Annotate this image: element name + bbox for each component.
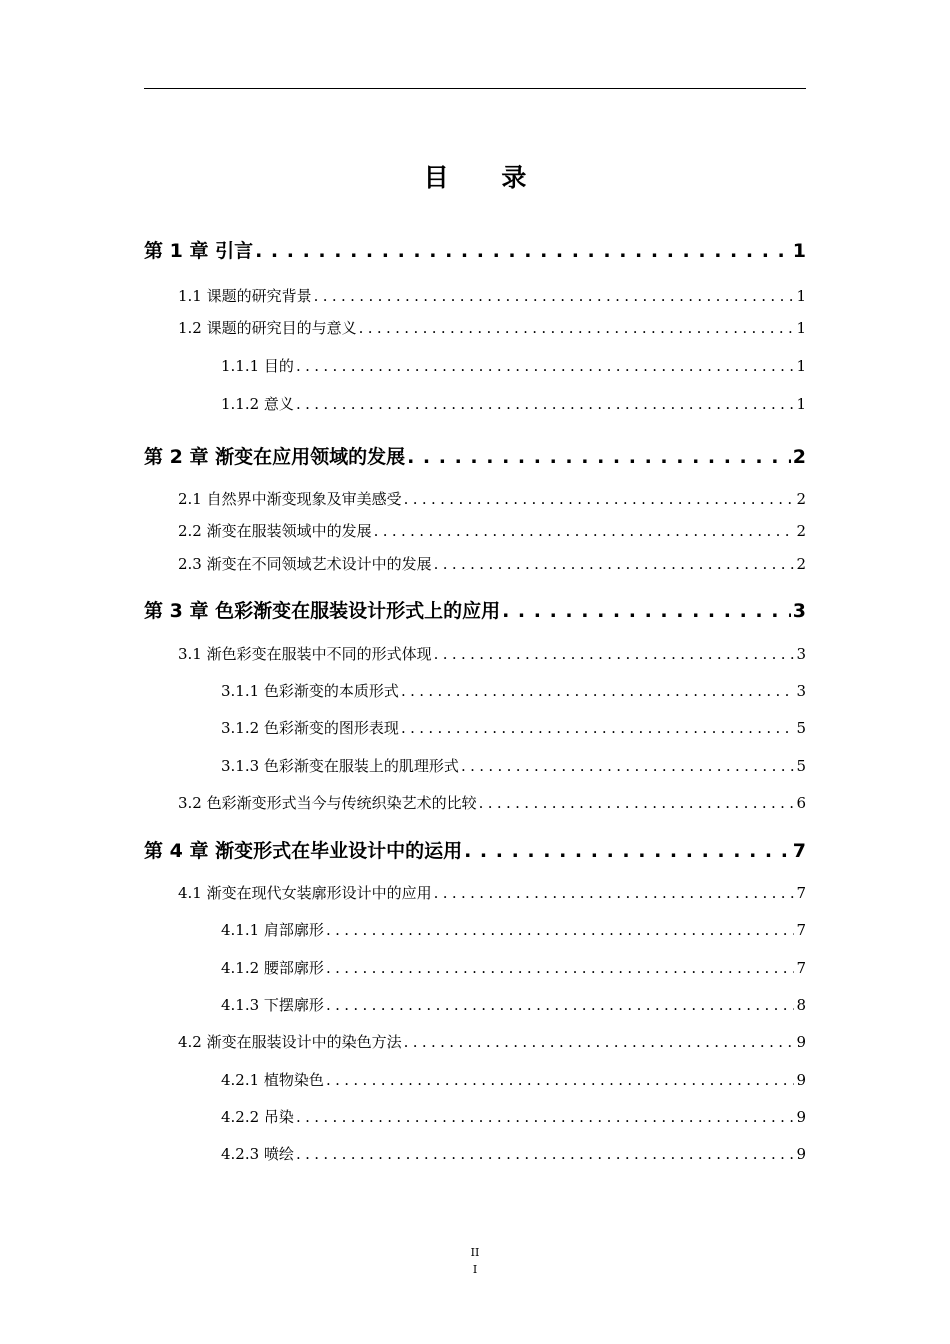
toc-entry-label: 第 3 章 色彩渐变在服装设计形式上的应用 — [144, 600, 501, 622]
toc-entry[interactable] — [144, 596, 806, 623]
toc-leader-dots — [434, 555, 795, 573]
toc-entry-page: 1 — [792, 240, 806, 262]
toc-entry-label: 3.1 渐色彩变在服装中不同的形式体现 — [178, 645, 432, 663]
toc-leader-dots — [296, 357, 795, 375]
toc-entry[interactable] — [144, 442, 806, 469]
toc-entry-page: 8 — [796, 996, 806, 1014]
toc-entry[interactable] — [144, 236, 806, 263]
toc-entry-page: 2 — [796, 555, 806, 573]
toc-entry-page: 1 — [796, 357, 806, 375]
toc-leader-dots — [461, 757, 795, 775]
toc-entry-label: 4.1 渐变在现代女装廓形设计中的应用 — [178, 884, 432, 902]
toc-entry[interactable] — [178, 488, 806, 509]
page-title: 目 录 — [423, 163, 549, 192]
toc-entry-label: 3.1.2 色彩渐变的图形表现 — [221, 719, 399, 737]
toc-entry-page: 2 — [792, 446, 806, 468]
toc-entry[interactable] — [221, 680, 806, 701]
toc-leader-dots — [326, 921, 795, 939]
toc-entry-label: 3.1.3 色彩渐变在服装上的肌理形式 — [221, 757, 459, 775]
toc-leader-dots — [326, 959, 795, 977]
toc-leader-dots — [296, 395, 795, 413]
page-number-footer — [0, 1244, 950, 1278]
toc-leader-dots — [374, 522, 795, 540]
toc-leader-dots — [296, 1108, 795, 1126]
toc-entry-label: 第 2 章 渐变在应用领域的发展 — [144, 446, 406, 468]
toc-entry-label: 4.2.1 植物染色 — [221, 1071, 324, 1089]
toc-entry-label: 1.2 课题的研究目的与意义 — [178, 319, 357, 337]
toc-leader-dots — [464, 840, 791, 862]
toc-entry[interactable] — [221, 393, 806, 414]
toc-entry[interactable] — [221, 355, 806, 376]
toc-entry-label: 4.1.2 腰部廓形 — [221, 959, 324, 977]
toc-entry-page: 9 — [796, 1108, 806, 1126]
toc-entry-page: 3 — [792, 600, 806, 622]
toc-leader-dots — [296, 1145, 795, 1163]
toc-entry-page: 9 — [796, 1033, 806, 1051]
toc-entry-label: 1.1.2 意义 — [221, 395, 294, 413]
toc-leader-dots — [502, 600, 791, 622]
header-rule — [144, 88, 806, 89]
toc-leader-dots — [434, 645, 795, 663]
toc-entry-label: 1.1.1 目的 — [221, 357, 294, 375]
toc-entry-page: 7 — [796, 884, 806, 902]
toc-entry-page: 7 — [796, 921, 806, 939]
footer-line-2: I — [472, 1263, 478, 1276]
toc-leader-dots — [434, 884, 795, 902]
toc-entry[interactable] — [178, 285, 806, 306]
toc-leader-dots — [404, 490, 795, 508]
toc-leader-dots — [401, 682, 795, 700]
toc-entry-page: 2 — [796, 490, 806, 508]
toc-entry[interactable] — [221, 1143, 806, 1164]
toc-leader-dots — [359, 319, 795, 337]
toc-entry-label: 第 4 章 渐变形式在毕业设计中的运用 — [144, 840, 463, 862]
footer-line-1: II — [470, 1246, 480, 1259]
toc-entry-label: 4.2 渐变在服装设计中的染色方法 — [178, 1033, 402, 1051]
toc-entry-label: 3.1.1 色彩渐变的本质形式 — [221, 682, 399, 700]
toc-entry-page: 3 — [796, 645, 806, 663]
toc-entry-page: 1 — [796, 395, 806, 413]
toc-entry[interactable] — [221, 957, 806, 978]
toc-entry[interactable] — [221, 755, 806, 776]
toc-entry-label: 2.3 渐变在不同领域艺术设计中的发展 — [178, 555, 432, 573]
toc-entry-page: 9 — [796, 1145, 806, 1163]
toc-leader-dots — [314, 287, 795, 305]
toc-entry-page: 5 — [796, 719, 806, 737]
toc-entry[interactable] — [178, 520, 806, 541]
toc-leader-dots — [255, 240, 791, 262]
toc-entry[interactable] — [221, 1106, 806, 1127]
toc-entry[interactable] — [221, 717, 806, 738]
toc-entry-page: 5 — [796, 757, 806, 775]
toc-entry[interactable] — [178, 643, 806, 664]
toc-entry-label: 4.2.2 吊染 — [221, 1108, 294, 1126]
toc-entry-label: 2.2 渐变在服装领域中的发展 — [178, 522, 372, 540]
toc-entry-label: 2.1 自然界中渐变现象及审美感受 — [178, 490, 402, 508]
toc-entry[interactable] — [178, 317, 806, 338]
toc-entry[interactable] — [221, 1069, 806, 1090]
toc-leader-dots — [326, 996, 795, 1014]
toc-entry[interactable] — [221, 994, 806, 1015]
toc-entry[interactable] — [144, 836, 806, 863]
toc-entry-label: 1.1 课题的研究背景 — [178, 287, 312, 305]
toc-entry-page: 1 — [796, 319, 806, 337]
toc-leader-dots — [326, 1071, 795, 1089]
toc-entry-page: 1 — [796, 287, 806, 305]
toc-entry[interactable] — [221, 919, 806, 940]
toc-entry[interactable] — [178, 882, 806, 903]
toc-entry-label: 3.2 色彩渐变形式当今与传统织染艺术的比较 — [178, 794, 477, 812]
toc-entry[interactable] — [178, 792, 806, 813]
toc-entry-label: 4.1.3 下摆廓形 — [221, 996, 324, 1014]
toc-entry-page: 9 — [796, 1071, 806, 1089]
toc-entry-label: 第 1 章 引言 — [144, 240, 254, 262]
toc-entry-label: 4.1.1 肩部廓形 — [221, 921, 324, 939]
toc-entry[interactable] — [178, 553, 806, 574]
toc-leader-dots — [401, 719, 795, 737]
toc-leader-dots — [404, 1033, 795, 1051]
toc-leader-dots — [479, 794, 795, 812]
toc-entry-label: 4.2.3 喷绘 — [221, 1145, 294, 1163]
toc-entry[interactable] — [178, 1031, 806, 1052]
toc-entry-page: 2 — [796, 522, 806, 540]
toc-entry-page: 3 — [796, 682, 806, 700]
toc-entry-page: 7 — [796, 959, 806, 977]
toc-leader-dots — [407, 446, 791, 468]
toc-entry-page: 7 — [792, 840, 806, 862]
toc-entry-page: 6 — [796, 794, 806, 812]
